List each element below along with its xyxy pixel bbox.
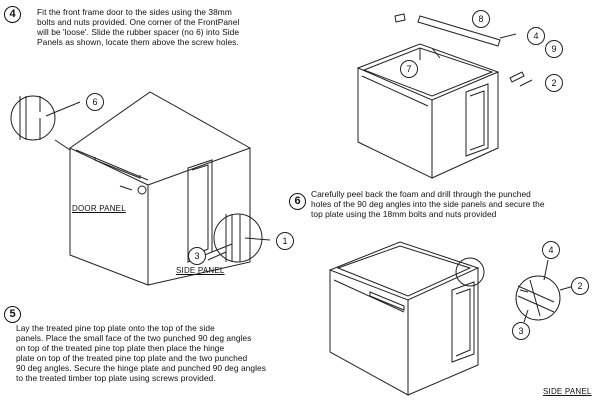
callout-9: 9 bbox=[545, 40, 563, 58]
step-5-line: Lay the treated pine top plate onto the top of the side bbox=[16, 323, 215, 333]
step-4-number: 4 bbox=[4, 6, 21, 23]
step-4-instructions bbox=[37, 7, 287, 47]
callout-8: 8 bbox=[472, 10, 490, 28]
side-panel-label: SIDE PANEL bbox=[543, 387, 592, 396]
step-6-line: Carefully peel back the foam and drill through the punched bbox=[311, 189, 531, 199]
step4-door-side-illustration bbox=[11, 92, 270, 285]
callout-2: 2 bbox=[545, 74, 563, 92]
callout-4: 4 bbox=[542, 241, 560, 259]
callout-7: 7 bbox=[400, 60, 418, 78]
step-5-line: plate on top of the treated pine top plate and the two punched bbox=[16, 353, 248, 363]
step-5-line: panels. Place the small face of the two punched 90 deg angles bbox=[16, 333, 252, 343]
callout-6: 6 bbox=[86, 93, 104, 111]
callout-3: 3 bbox=[188, 247, 206, 265]
callout-4: 4 bbox=[527, 27, 545, 45]
step-4-line: will be 'loose'. Slide the rubber spacer (no 6) into Side bbox=[37, 27, 240, 37]
step6-top-plate-illustration bbox=[358, 14, 532, 178]
step-5-line: 90 deg angles. Secure the hinge plate and punched 90 deg angles bbox=[16, 363, 266, 373]
step6-assembled-illustration bbox=[330, 242, 574, 395]
step-4-line: Panels as shown, locate them above the screw holes. bbox=[37, 37, 239, 47]
step-6-number: 6 bbox=[289, 193, 306, 210]
step-5-number: 5 bbox=[4, 306, 21, 323]
step-4-line: bolts and nuts provided. One corner of the FrontPanel bbox=[37, 17, 240, 27]
step-6-line: top plate using the 18mm bolts and nuts provided bbox=[311, 209, 497, 219]
step-5-line: to the treated timber top plate using screws provided. bbox=[16, 373, 216, 383]
step-6-line: holes of the 90 deg angles into the side panels and secure the bbox=[311, 199, 545, 209]
callout-2: 2 bbox=[571, 277, 589, 295]
side-panel-label: SIDE PANEL bbox=[176, 266, 225, 275]
step-4-line: Fit the front frame door to the sides using the 38mm bbox=[37, 7, 232, 17]
callout-3: 3 bbox=[512, 322, 530, 340]
step-5-instructions bbox=[16, 323, 336, 383]
door-panel-label: DOOR PANEL bbox=[72, 204, 126, 213]
callout-1: 1 bbox=[276, 232, 294, 250]
step-6-instructions bbox=[311, 189, 596, 219]
step-5-line: on top of the treated pine top plate then place the hinge bbox=[16, 343, 225, 353]
